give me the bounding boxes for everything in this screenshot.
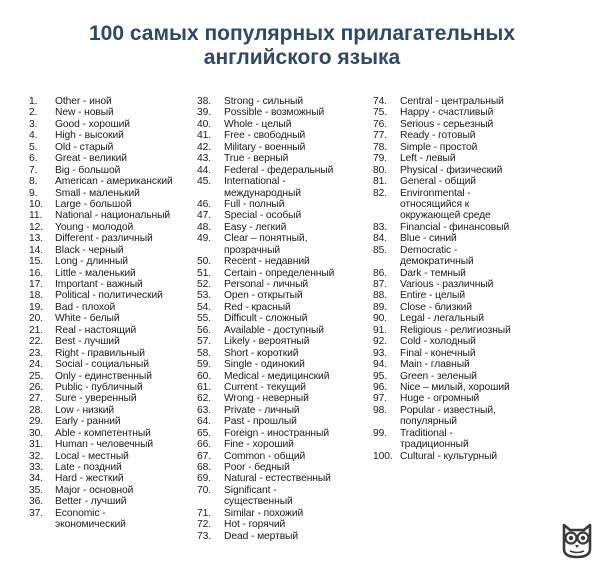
item-text: Financial - финансовый bbox=[400, 221, 510, 233]
item-number: 46. bbox=[197, 198, 212, 210]
item-number: 64. bbox=[197, 416, 212, 428]
item-number: 19. bbox=[29, 301, 44, 313]
item-number: 65. bbox=[197, 427, 212, 439]
item-text: Hot - горячий bbox=[224, 519, 286, 531]
item-text: Old - старый bbox=[55, 141, 114, 153]
item-number: 79. bbox=[373, 153, 388, 165]
item-number: 40. bbox=[197, 118, 212, 130]
item-number: 98. bbox=[373, 404, 388, 416]
item-number: 27. bbox=[29, 393, 44, 405]
item-number: 86. bbox=[373, 267, 388, 279]
item-number: 29. bbox=[29, 416, 44, 428]
item-text: Strong - сильный bbox=[224, 96, 304, 107]
item-number: 61. bbox=[197, 381, 212, 393]
item-text: Sure - уверенный bbox=[55, 393, 137, 405]
item-text: Serious - серьезный bbox=[400, 118, 494, 130]
item-number: 33. bbox=[29, 462, 44, 473]
item-number: 47. bbox=[197, 210, 212, 222]
item-text: Physical - физический bbox=[400, 164, 503, 176]
item-number: 12. bbox=[29, 221, 44, 233]
item-text: демократичный bbox=[400, 256, 474, 268]
item-text: Right - правильный bbox=[55, 347, 145, 359]
item-number: 5. bbox=[29, 141, 38, 153]
item-text: Common - общий bbox=[224, 450, 306, 462]
item-number: 49. bbox=[197, 233, 212, 245]
item-number: 63. bbox=[197, 404, 212, 416]
item-number: 7. bbox=[29, 164, 38, 176]
item-text: Natural - естественный bbox=[224, 473, 331, 485]
item-text: Economic - bbox=[55, 507, 106, 519]
item-text: Human - человечный bbox=[55, 439, 154, 451]
item-text: Easy - легкий bbox=[224, 221, 287, 233]
item-number: 25. bbox=[29, 370, 44, 382]
item-text: Close - близкий bbox=[400, 301, 472, 313]
item-text: True - верный bbox=[224, 153, 289, 165]
item-text: Main - главный bbox=[400, 359, 470, 371]
item-number: 44. bbox=[197, 164, 212, 176]
item-text: Dark - темный bbox=[400, 267, 466, 279]
item-text: Traditional - bbox=[400, 427, 453, 439]
item-text: Good - хороший bbox=[55, 118, 130, 130]
item-text: Wrong - неверный bbox=[224, 393, 309, 405]
item-number: 3. bbox=[29, 118, 38, 130]
item-text: New - новый bbox=[55, 107, 114, 119]
item-text: экономический bbox=[55, 519, 126, 531]
item-number: 30. bbox=[29, 427, 44, 439]
item-text: Medical - медицинский bbox=[224, 370, 330, 382]
item-number: 2. bbox=[29, 107, 38, 119]
item-number: 50. bbox=[197, 256, 212, 268]
item-text: Happy - счастливый bbox=[400, 107, 494, 119]
item-text: Long - длинный bbox=[55, 256, 128, 268]
item-number: 36. bbox=[29, 496, 44, 508]
item-number: 80. bbox=[373, 164, 388, 176]
item-number: 8. bbox=[29, 176, 38, 188]
item-number: 84. bbox=[373, 233, 388, 245]
item-text: Clear – понятный, bbox=[224, 233, 308, 245]
owl-icon bbox=[560, 519, 594, 559]
item-text: Past - прошлый bbox=[224, 416, 297, 428]
item-text: Difficult - сложный bbox=[224, 313, 308, 325]
item-text: Special - особый bbox=[224, 210, 302, 222]
item-text: Best - лучший bbox=[55, 336, 120, 348]
item-number: 39. bbox=[197, 107, 212, 119]
item-number: 15. bbox=[29, 256, 44, 268]
item-text: Political - политический bbox=[55, 290, 163, 302]
item-number: 20. bbox=[29, 313, 44, 325]
item-number: 9. bbox=[29, 187, 38, 199]
item-text: Nice – милый, хороший bbox=[400, 381, 510, 393]
item-text: традиционный bbox=[400, 439, 469, 451]
item-number: 99. bbox=[373, 427, 388, 439]
item-text: Environmental - bbox=[400, 187, 471, 199]
item-text: международный bbox=[224, 187, 301, 199]
item-text: Likely - вероятный bbox=[224, 336, 310, 348]
item-number: 37. bbox=[29, 507, 44, 519]
item-number: 73. bbox=[197, 530, 212, 542]
item-text: Left - левый bbox=[400, 153, 456, 165]
item-number: 26. bbox=[29, 381, 44, 393]
item-number: 94. bbox=[373, 359, 388, 371]
item-number: 45. bbox=[197, 176, 212, 188]
item-text: Entire - целый bbox=[400, 290, 465, 302]
item-text: прозрачный bbox=[224, 244, 281, 256]
item-text: Little - маленький bbox=[55, 267, 136, 279]
item-number: 90. bbox=[373, 313, 388, 325]
page-title: 100 самых популярных прилагательных bbox=[89, 22, 515, 45]
item-text: относящийся к bbox=[400, 198, 470, 210]
item-text: существенный bbox=[224, 496, 293, 508]
item-number: 31. bbox=[29, 439, 44, 451]
item-text: Cultural - культурный bbox=[400, 450, 498, 462]
item-text: Cold - холодный bbox=[400, 336, 476, 348]
item-number: 76. bbox=[373, 118, 388, 130]
item-text: Small - маленький bbox=[55, 187, 140, 199]
item-text: Black - черный bbox=[55, 244, 124, 256]
item-number: 13. bbox=[29, 233, 44, 245]
item-number: 43. bbox=[197, 153, 212, 165]
item-text: Red - красный bbox=[224, 301, 291, 313]
item-text: Early - ранний bbox=[55, 416, 121, 428]
item-text: Other - иной bbox=[55, 96, 112, 107]
item-number: 78. bbox=[373, 141, 388, 153]
item-text: Personal - личный bbox=[224, 279, 309, 290]
item-number: 22. bbox=[29, 336, 44, 348]
item-text: Fine - хороший bbox=[224, 439, 294, 451]
item-text: Whole - целый bbox=[224, 118, 292, 130]
item-number: 69. bbox=[197, 473, 212, 485]
item-number: 34. bbox=[29, 473, 44, 485]
item-number: 100. bbox=[373, 450, 393, 462]
item-number: 11. bbox=[29, 210, 43, 222]
item-text: Short - короткий bbox=[224, 347, 299, 359]
item-text: Bad - плохой bbox=[55, 301, 116, 313]
page-subtitle: английского языка bbox=[203, 46, 401, 69]
item-text: Ready - готовый bbox=[400, 130, 476, 142]
item-text: Private - личный bbox=[224, 404, 300, 416]
item-number: 10. bbox=[29, 198, 44, 210]
item-number: 71. bbox=[197, 507, 212, 519]
item-text: Only - единственный bbox=[55, 370, 152, 382]
item-number: 48. bbox=[197, 221, 212, 233]
item-number: 1. bbox=[29, 96, 38, 107]
item-number: 56. bbox=[197, 324, 212, 336]
item-text: Available - доступный bbox=[224, 324, 324, 336]
item-text: Hard - жесткий bbox=[55, 473, 124, 485]
item-text: Federal - федеральный bbox=[224, 164, 334, 176]
item-text: Foreign - иностранный bbox=[224, 427, 329, 439]
item-text: Popular - известный, bbox=[400, 404, 496, 416]
item-number: 68. bbox=[197, 462, 212, 473]
item-text: Better - лучший bbox=[55, 496, 127, 508]
item-number: 92. bbox=[373, 336, 388, 348]
item-number: 53. bbox=[197, 290, 212, 302]
item-text: Free - свободный bbox=[224, 130, 306, 142]
item-text: Legal - легальный bbox=[400, 313, 484, 325]
item-text: Late - поздний bbox=[55, 462, 122, 473]
item-number: 91. bbox=[373, 324, 388, 336]
item-text: окружающей среде bbox=[400, 210, 491, 222]
item-text: Major - основной bbox=[55, 484, 134, 496]
item-text: Large - большой bbox=[55, 198, 132, 210]
item-number: 72. bbox=[197, 519, 212, 531]
item-text: Similar - похожий bbox=[224, 507, 304, 519]
item-text: Local - местный bbox=[55, 450, 129, 462]
item-text: White - белый bbox=[55, 313, 120, 325]
item-text: Young - молодой bbox=[55, 221, 134, 233]
item-text: Recent - недавний bbox=[224, 256, 310, 268]
item-text: National - национальный bbox=[55, 210, 171, 222]
item-text: Significant - bbox=[224, 484, 277, 496]
item-text: Military - военный bbox=[224, 141, 306, 153]
item-number: 57. bbox=[197, 336, 212, 348]
item-number: 16. bbox=[29, 267, 44, 279]
item-number: 97. bbox=[373, 393, 388, 405]
item-number: 52. bbox=[197, 279, 212, 290]
item-number: 60. bbox=[197, 370, 212, 382]
item-text: Open - открытый bbox=[224, 290, 303, 302]
item-number: 42. bbox=[197, 141, 212, 153]
item-number: 77. bbox=[373, 130, 388, 142]
item-number: 87. bbox=[373, 279, 388, 290]
item-text: популярный bbox=[400, 416, 457, 428]
item-number: 74. bbox=[373, 96, 388, 107]
item-number: 88. bbox=[373, 290, 388, 302]
item-text: Dead - мертвый bbox=[224, 530, 299, 542]
item-number: 82. bbox=[373, 187, 388, 199]
item-text: Able - компетентный bbox=[55, 427, 151, 439]
item-text: Important - важный bbox=[55, 279, 143, 290]
item-number: 35. bbox=[29, 484, 44, 496]
item-text: Big - большой bbox=[55, 164, 121, 176]
item-text: Full - полный bbox=[224, 198, 285, 210]
item-number: 6. bbox=[29, 153, 38, 165]
item-text: General - общий bbox=[400, 176, 476, 188]
item-text: High - высокий bbox=[55, 130, 124, 142]
item-number: 51. bbox=[197, 267, 212, 279]
item-text: Democratic - bbox=[400, 244, 458, 256]
item-number: 85. bbox=[373, 244, 388, 256]
item-text: Single - одинокий bbox=[224, 359, 305, 371]
item-text: Public - публичный bbox=[55, 381, 143, 393]
item-number: 95. bbox=[373, 370, 388, 382]
item-number: 24. bbox=[29, 359, 44, 371]
item-number: 4. bbox=[29, 130, 38, 142]
item-text: Current - текущий bbox=[224, 381, 306, 393]
item-text: Different - различный bbox=[55, 233, 153, 245]
item-number: 81. bbox=[373, 176, 388, 188]
item-text: Possible - возможный bbox=[224, 107, 325, 119]
item-text: Real - настоящий bbox=[55, 324, 137, 336]
item-number: 75. bbox=[373, 107, 388, 119]
item-text: Blue - синий bbox=[400, 233, 457, 245]
item-number: 17. bbox=[29, 279, 44, 290]
item-text: Central - центральный bbox=[400, 96, 504, 107]
item-number: 93. bbox=[373, 347, 388, 359]
item-number: 21. bbox=[29, 324, 44, 336]
item-number: 58. bbox=[197, 347, 212, 359]
item-number: 32. bbox=[29, 450, 44, 462]
item-number: 96. bbox=[373, 381, 388, 393]
item-text: Huge - огромный bbox=[400, 393, 480, 405]
item-number: 41. bbox=[197, 130, 212, 142]
item-number: 14. bbox=[29, 244, 44, 256]
item-number: 23. bbox=[29, 347, 44, 359]
item-text: Poor - бедный bbox=[224, 462, 290, 473]
item-text: Religious - религиозный bbox=[400, 324, 511, 336]
item-number: 54. bbox=[197, 301, 212, 313]
item-text: Green - зеленый bbox=[400, 370, 477, 382]
item-number: 89. bbox=[373, 301, 388, 313]
item-number: 55. bbox=[197, 313, 212, 325]
item-text: Great - великий bbox=[55, 153, 127, 165]
item-number: 62. bbox=[197, 393, 212, 405]
item-text: International - bbox=[224, 176, 286, 188]
item-number: 59. bbox=[197, 359, 212, 371]
item-text: Final - конечный bbox=[400, 347, 476, 359]
item-text: Social - социальный bbox=[55, 359, 149, 371]
item-number: 38. bbox=[197, 96, 212, 107]
item-number: 83. bbox=[373, 221, 388, 233]
item-text: American - американский bbox=[55, 176, 173, 188]
item-number: 28. bbox=[29, 404, 44, 416]
item-text: Simple - простой bbox=[400, 141, 478, 153]
item-number: 67. bbox=[197, 450, 212, 462]
item-text: Various - различный bbox=[400, 279, 494, 290]
item-text: Low - низкий bbox=[55, 404, 115, 416]
item-number: 70. bbox=[197, 484, 212, 496]
item-number: 66. bbox=[197, 439, 212, 451]
item-text: Certain - определенный bbox=[224, 267, 335, 279]
item-number: 18. bbox=[29, 290, 44, 302]
